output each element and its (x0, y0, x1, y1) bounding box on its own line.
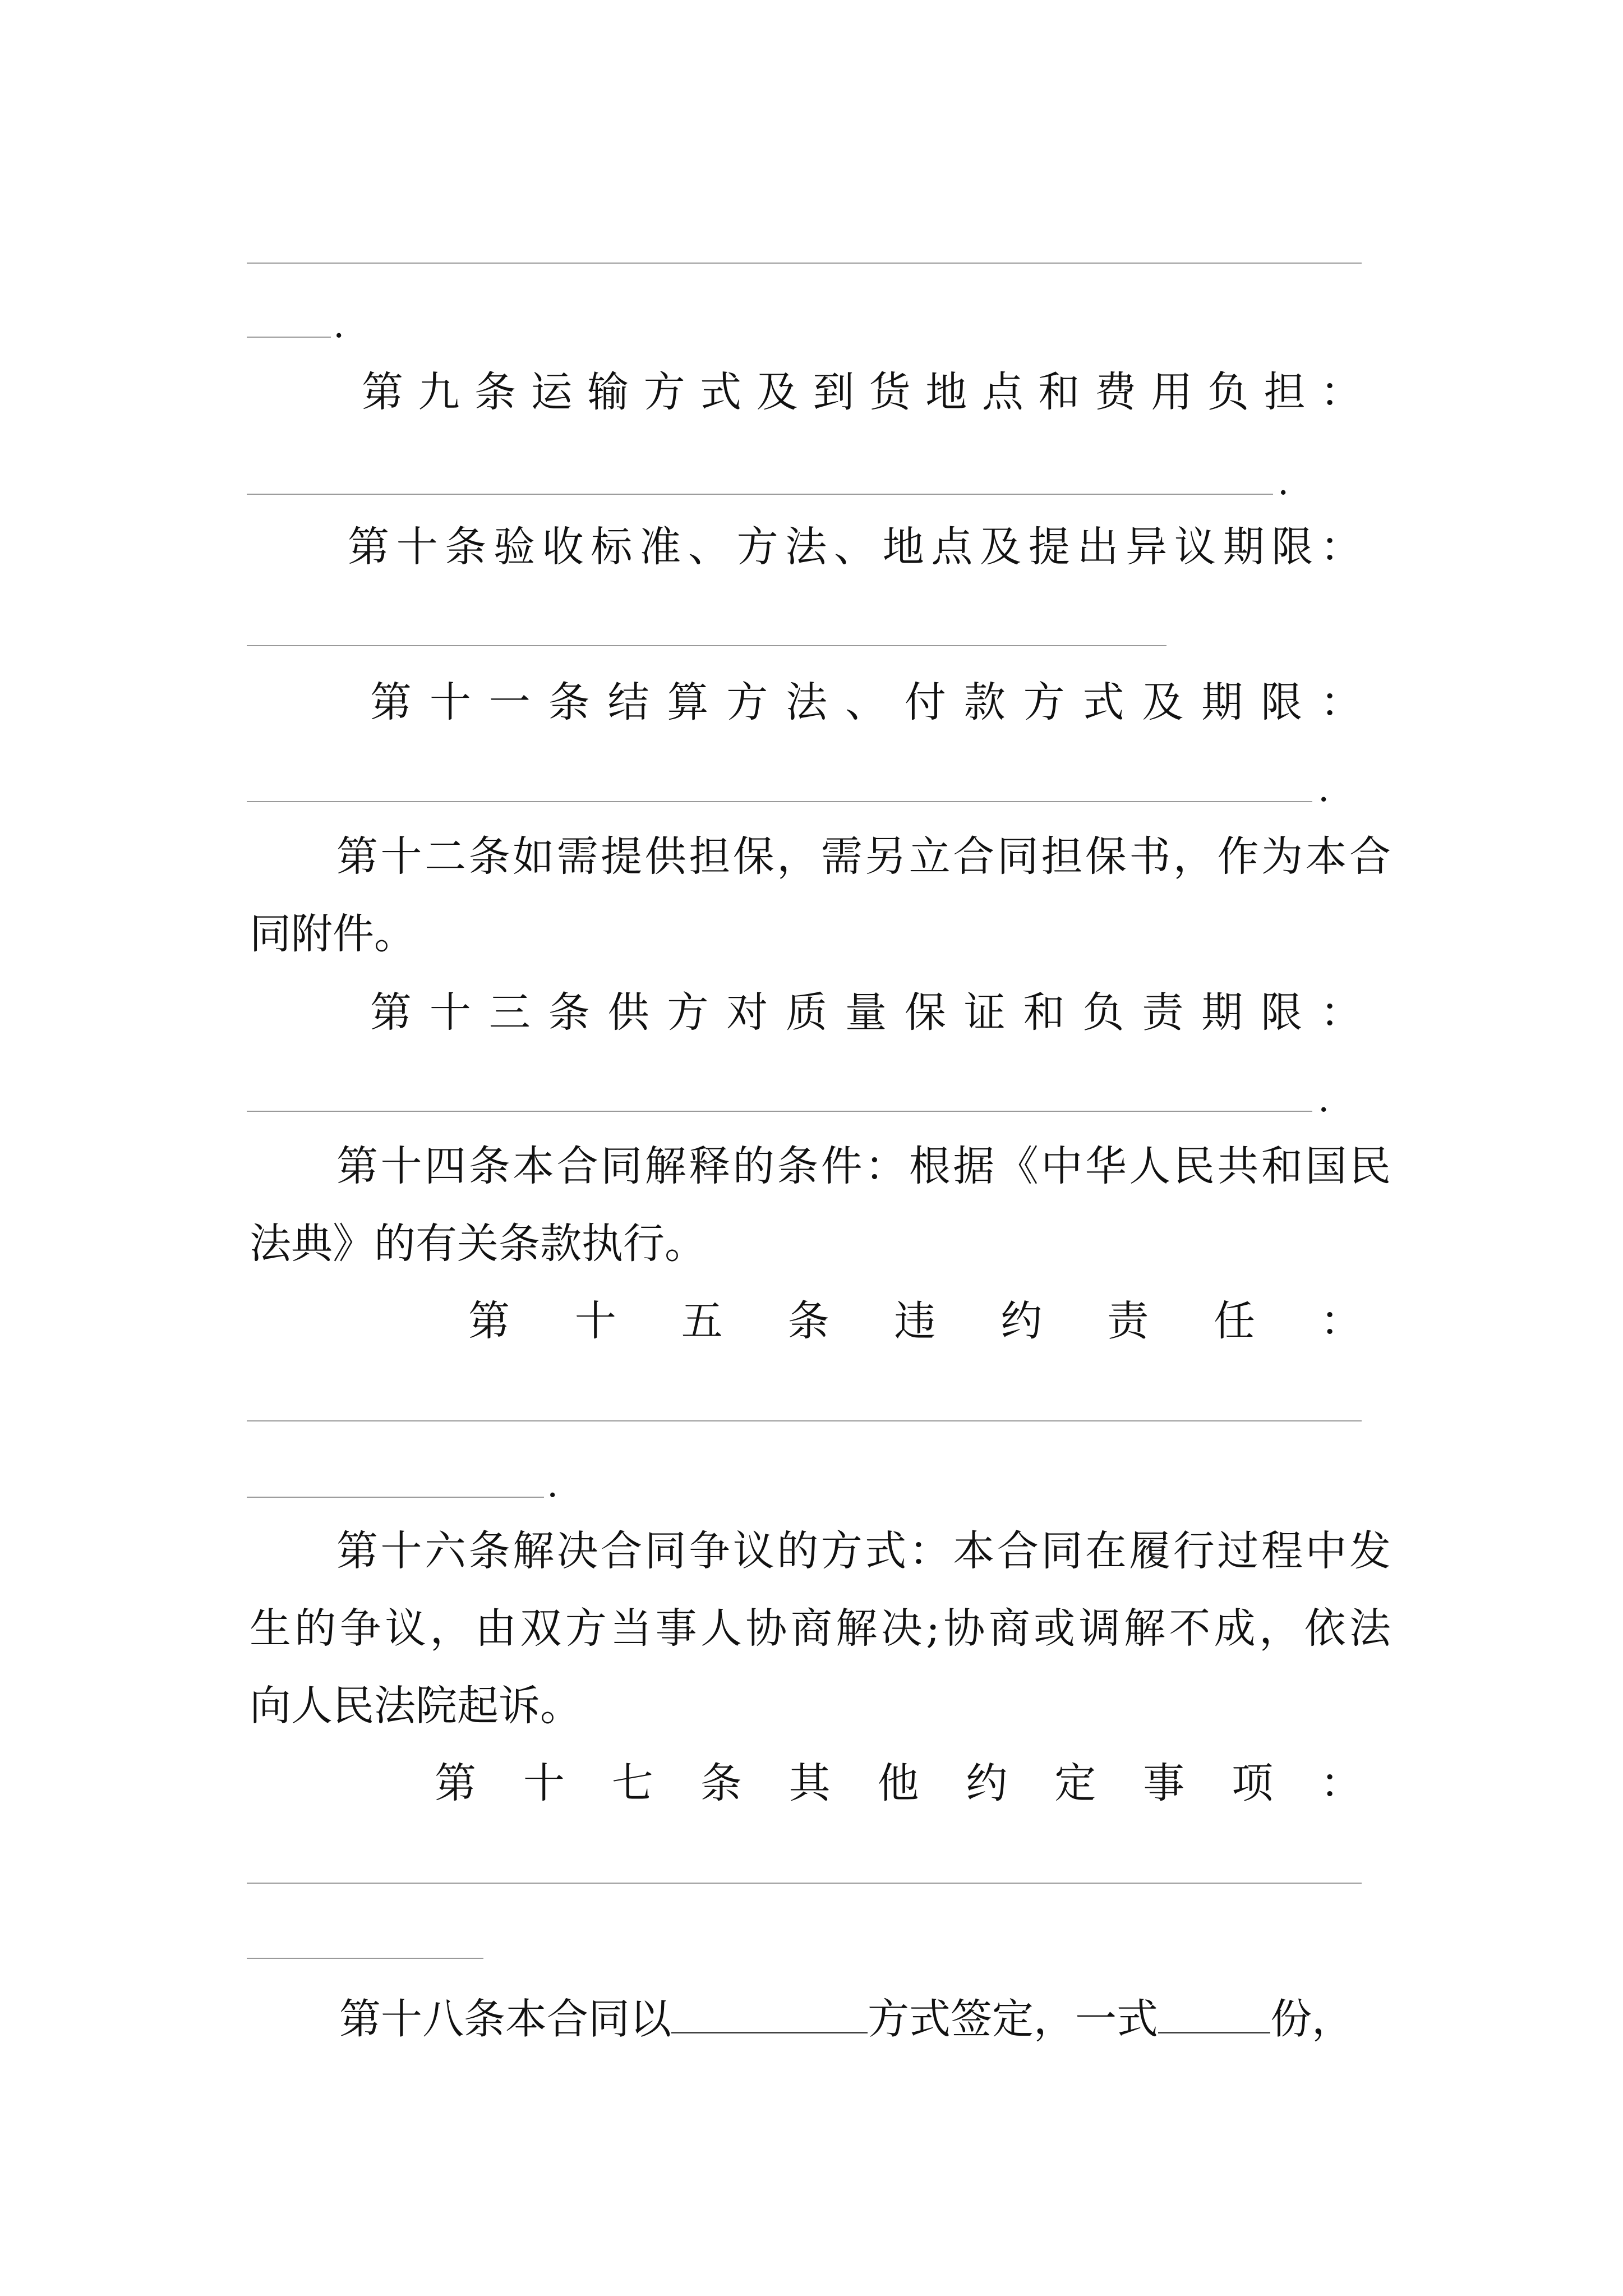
article-10-heading: 第十条验收标准、方法、地点及提出异议期限： (348, 523, 1362, 571)
article-12-line-2: 同附件。 (250, 910, 416, 958)
article-18-text-start: 第十八条本合同以 (339, 1995, 671, 2044)
copies-count-blank (1158, 1994, 1270, 2033)
article-12-line-1: 第十二条如需提供担保，需另立合同担保书，作为本合 (336, 832, 1391, 881)
fill-in-blank-line (247, 1497, 544, 1498)
article-16-line-1: 第十六条解决合同争议的方式：本合同在履行过程中发 (336, 1527, 1391, 1575)
signing-method-blank (671, 1994, 868, 2033)
article-16-line-3: 向人民法院起诉。 (250, 1682, 582, 1730)
article-18-line (339, 1994, 1353, 2044)
period-mark: . (1278, 462, 1289, 503)
article-14-line-2: 法典》的有关条款执行。 (250, 1220, 706, 1268)
article-16-line-2: 生的争议，由双方当事人协商解决;协商或调解不成，依法 (250, 1604, 1391, 1653)
fill-in-blank-line (247, 1111, 1312, 1112)
period-mark: . (547, 1464, 559, 1506)
fill-in-blank-line (247, 337, 331, 338)
fill-in-blank-line (247, 1958, 483, 1959)
article-15-heading: 第十五条违约责任： (468, 1297, 1362, 1345)
article-9-heading: 第九条运输方式及到货地点和费用负担： (362, 368, 1362, 416)
fill-in-blank-line (247, 645, 1166, 646)
fill-in-blank-line (247, 1883, 1362, 1884)
fill-in-blank-line (247, 263, 1362, 264)
article-14-line-1: 第十四条本合同解释的条件：根据《中华人民共和国民 (336, 1142, 1391, 1190)
article-18-text-middle: 方式签定，一式 (868, 1995, 1158, 2044)
article-17-heading: 第十七条其他约定事项： (435, 1759, 1362, 1807)
period-mark: . (1318, 769, 1330, 810)
article-13-heading: 第十三条供方对质量保证和负责期限： (370, 988, 1362, 1037)
article-11-heading: 第十一条结算方法、付款方式及期限： (370, 678, 1362, 726)
fill-in-blank-line (247, 494, 1273, 495)
article-18-text-end: 份， (1270, 1995, 1353, 2044)
period-mark: . (1318, 1079, 1330, 1120)
fill-in-blank-line (247, 1420, 1362, 1421)
period-mark: . (333, 305, 345, 346)
fill-in-blank-line (247, 801, 1312, 802)
